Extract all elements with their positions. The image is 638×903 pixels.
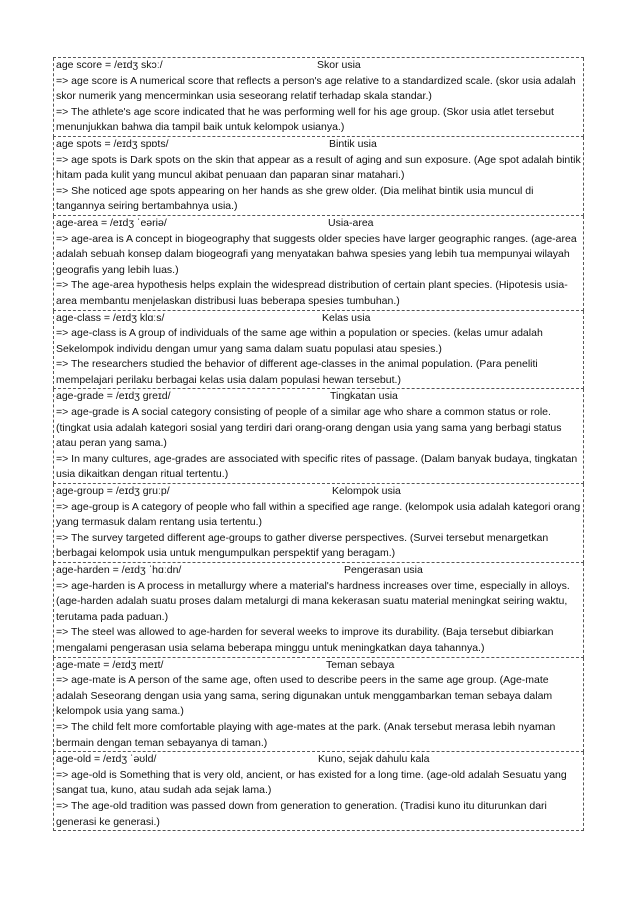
entry-head: [56, 216, 582, 232]
entry-example: => The steel was allowed to age-harden for several weeks to improve its durability. (Baja tersebut dibiarkan mengalami pengerasan usia selama beberapa minggu untuk meningkatkan daya tahannya.): [56, 626, 554, 654]
entry-meaning: Kelompok usia: [332, 485, 401, 498]
entry-meaning: Bintik usia: [329, 137, 377, 150]
entry-head: [56, 58, 582, 74]
entry-example: => The survey targeted different age-groups to gather diverse perspectives. (Survei tersebut menargetkan berbagai kelompok usia untuk mengumpulkan perspektif yang beragam.): [56, 531, 549, 560]
entry-definition: => age-group is A category of people who fall within a specified age range. (kelompok usia adalah kategori orang yang termasuk dalam rentang usia tertentu.): [56, 500, 581, 529]
entry-meaning: Usia-area: [328, 216, 374, 229]
entry-definition: => age-mate is A person of the same age, often used to describe peers in the same age group. (Age-mate adalah Seseorang dengan usia yang sama, sering digunakan untuk menggambarkan teman sebaya dalam kelompok usia yang sama.): [56, 674, 553, 718]
entry-example: => The athlete's age score indicated that he was performing well for his age group. (Skor usia atlet tersebut menunjukkan bahwa dia tampil baik untuk kelompok usianya.): [56, 105, 554, 134]
entry-term-pronunciation: age-group = /eɪdʒ ɡruːp/: [56, 485, 170, 498]
entry-example: => She noticed age spots appearing on her hands as she grew older. (Dia melihat bintik usia muncul di tangannya seiring bertambahnya usia.): [56, 184, 534, 213]
entry-example: => The age-area hypothesis helps explain the widespread distribution of certain plant species. (Hipotesis usia-area membantu menjelaskan distribusi luas beberapa spesies tumbuhan.): [56, 279, 568, 307]
entry-meaning: Pengerasan usia: [344, 564, 423, 576]
entry-definition: => age-class is A group of individuals of the same age within a population or species. (kelas umur adalah Sekelompok individu dengan umur yang sama dalam suatu populasi atau spesies.): [56, 327, 543, 355]
entry-term-pronunciation: age score = /eɪdʒ skɔː/: [56, 59, 163, 71]
entry-term-pronunciation: age-old = /eɪdʒ ˈəʊld/: [56, 753, 157, 766]
entry-head: [56, 311, 582, 327]
entry-term-pronunciation: age spots = /eɪdʒ spɒts/: [56, 137, 169, 150]
entry-meaning: Tingkatan usia: [330, 390, 398, 403]
entry-age-harden: [53, 563, 584, 658]
entry-example: => In many cultures, age-grades are associated with specific rites of passage. (Dalam banyak budaya, tingkatan usia dikaitkan dengan ritual tertentu.): [56, 452, 578, 481]
entry-example: => The age-old tradition was passed down from generation to generation. (Tradisi kuno itu diturunkan dari generasi ke generasi.): [56, 799, 547, 828]
entry-term-pronunciation: age-area = /eɪdʒ ˈeəriə/: [56, 216, 167, 229]
entry-definition: => age-old is Something that is very old, ancient, or has existed for a long time. (age-old adalah Sesuatu yang sangat tua, kuno, atau sudah ada sejak lama.): [56, 768, 567, 797]
entry-term-pronunciation: age-class = /eɪdʒ klɑːs/: [56, 311, 165, 324]
entry-age-group: [53, 484, 584, 563]
entry-head: [56, 658, 582, 674]
entry-term-pronunciation: age-grade = /eɪdʒ ɡreɪd/: [56, 390, 171, 403]
entry-term-pronunciation: age-mate = /eɪdʒ meɪt/: [56, 658, 164, 671]
entry-example: => The child felt more comfortable playing with age-mates at the park. (Anak tersebut merasa lebih nyaman bermain dengan teman sebayanya di taman.): [56, 720, 556, 749]
entry-age-area: [53, 216, 584, 311]
entry-meaning: Kelas usia: [322, 311, 371, 324]
entry-definition: => age-grade is A social category consisting of people of a similar age who share a common status or role. (tingkat usia adalah kategori sosial yang terdiri dari orang-orang dengan usia yang sama yang berbagi status atau peran yang sama.): [56, 406, 562, 450]
entry-age-mate: [53, 658, 584, 753]
entry-head: [56, 389, 582, 405]
entry-head: [56, 137, 582, 153]
entry-head: [56, 563, 582, 579]
entry-definition: => age score is A numerical score that reflects a person's age relative to a standardized scale. (skor usia adalah skor numerik yang mencerminkan usia seseorang relatif terhadap skala standar.): [56, 74, 576, 103]
entry-age-class: [53, 311, 584, 390]
entry-meaning: Kuno, sejak dahulu kala: [318, 753, 430, 766]
entry-age-grade: [53, 389, 584, 484]
entry-meaning: Teman sebaya: [326, 658, 395, 671]
entry-meaning: Skor usia: [317, 59, 361, 71]
entry-definition: => age-area is A concept in biogeography that suggests older species have larger geographic ranges. (age-area adalah sebuah konsep dalam biogeografi yang menyatakan bahwa spesies yang lebih tua mempunyai wilayah geografis yang lebih luas.): [56, 232, 577, 276]
entry-age-score: [53, 58, 584, 137]
entry-example: => The researchers studied the behavior of different age-classes in the animal population. (Para peneliti mempelajari perilaku berbagai kelas usia dalam populasi hewan tersebut.): [56, 358, 538, 386]
entry-age-old: [53, 752, 584, 831]
entry-definition: => age-harden is A process in metallurgy where a material's hardness increases over time, especially in alloys. (age-harden adalah suatu proses dalam metalurgi di mana kekerasan suatu material meningkat seiring waktu, terutama pada paduan.): [56, 579, 570, 623]
entry-definition: => age spots is Dark spots on the skin that appear as a result of aging and sun exposure. (Age spot adalah bintik hitam pada kulit yang muncul akibat penuaan dan paparan sinar matahari.): [56, 153, 581, 182]
vocabulary-list: [53, 57, 584, 831]
entry-head: [56, 752, 582, 768]
entry-age-spots: [53, 137, 584, 216]
entry-term-pronunciation: age-harden = /eɪdʒ ˈhɑːdn/: [56, 564, 182, 576]
entry-head: [56, 484, 582, 500]
